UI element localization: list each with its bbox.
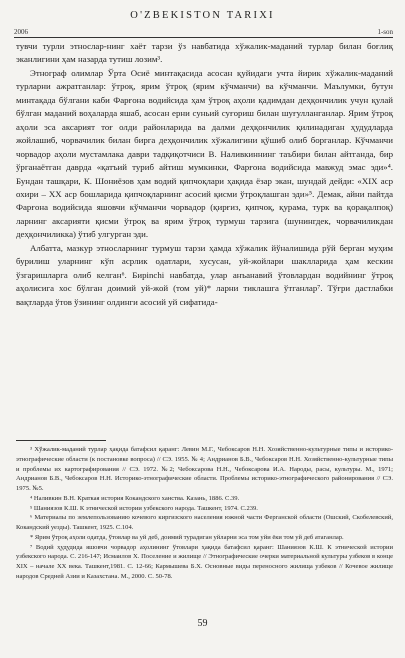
footnote: ⁷ Водий ҳудудида яшовчи чорвадор аҳолининг ўтовлари ҳақида батафсил қаранг: Шаниязов К.Ш. К этнической истории узбекского народа. С. 216-147; Исмаилов Х. Поселение и жилище // Этнографические очерки материальной культуры узбеков в конце XIX – начале XX века. Ташкент,1981. С. 12-66; Кармышева Б.Х. Основные виды переносного жилища узбеков // Кочевое жилище народов Средней Азии и Казахстана. М., 2000. С. 50-78. — [16, 543, 393, 580]
issue-number: 1-son — [377, 28, 393, 36]
issue-year: 2006 — [14, 28, 28, 36]
footnote: ⁴ Наливкин В.Н. Краткая история Кокандского ханства. Казань, 1886. С.39. — [30, 494, 240, 502]
article-body — [16, 40, 393, 309]
header-rule — [14, 37, 393, 38]
body-paragraph: Этнограф олимлар Ўрта Осиё минтақасида асосан қуйидаги учта йирик хўжалик-маданий турларни ажратганлар: ўтроқ, ярим ўтроқ (ярим кўчманчи) ва кўчманчи. Маълумки, бутун минтақада бўлгани каби Фарғона водийсида ҳам ўтроқ аҳоли қадимдан деҳқончилик учун қулай бўлган маданий воҳаларда яшаб, асосан ерни суньий суғориш билан шуғулланганлар. Ярим ўтроқ аҳоли эса аксарият тоғ олди районларида ва далми деҳқончилик қилинадиган ҳудудларда жойлашиб, чорвачилик билан бирга деҳқончилик хўжалигини қўшиб олиб борганлар. Кўчманчи чорвадор аҳоли мустамлака даври тадқиқотчиси В. Наливкиннинг таъбири билан айтганда, бир ўрганаётган даврда «қатъий туриб айтиш мумкинки, Фарғона водийсида мавжуд эмас эди»⁴. Бундан ташқари, К. Шониёзов ҳам водий қипчоқлари ҳақида ёзар экан, шундай дейди: «XIX аср охири – XX аср бошларида қипчоқларнинг асосий қисми ўтроқлашган эди»⁵. Демак, айни пайтда Фарғона водийсида яшовчи кўчманчи чорвадор (қирғиз, қипчоқ, қурама, турк ва қорақалпоқ) ларнинг аксарияти қисми ўтроқ ва ярим ўтроқ турмуш тарзига (шунингдек, чорвачиликдан деҳқончиликка) ўтиб улгурган эди. — [16, 67, 393, 240]
journal-title: O'ZBEKISTON TARIXI — [130, 10, 275, 21]
body-paragraph: тувчи турли этнослар-нинг хаёт тарзи ўз навбатида хўжалик-маданий турлар билан боғлиқ эканлигини ҳам назарда тутиш лозим³. — [16, 41, 393, 65]
footnotes-section — [16, 440, 393, 582]
footnote-separator — [16, 440, 106, 441]
footnote: ⁵ Шаниязов К.Ш. К этнической истории узбекского народа. Ташкент, 1974. С.239. — [30, 504, 258, 512]
footnote: * Ярим ўтроқ аҳоли одатда, ўтовлар ва уй деб, доимий турадиган уйларни эса том уйи ёки том уй деб атаганлар. — [30, 533, 344, 541]
footnote: ³ Хўжалик-маданий турлар ҳақида батафсил қаранг: Левин М.Г., Чебоксаров Н.Н. Хозяйственно-культурные типы и историко-этнографические области (к постановке вопроса) // СЭ. 1955. № 4; Андрианов Б.В., Чебоксаров Н.Н. Хозяйственно-культурные типы и проблемы их картографирования // СЭ. 1972. №2; Чебоксарова Н.Н., Чебоксарова И.А. Народы, расы, культуры. М., 1971; Андрианов Б.В., Чебоксаров Н.Н. Историко-этнографические области. Проблемы историко-этнографического районирования // СЭ. 1975. №5. — [16, 446, 393, 492]
footnote: ⁶ Материалы по землепользованию кочевого киргизского населения южной части Ферганской области (Ошский, Скобелевский, Кокандский уезды). Ташкент, 1925. С.104. — [16, 514, 393, 531]
page-number: 59 — [197, 618, 208, 629]
body-paragraph: Албатта, мазкур этносларнинг турмуш тарзи ҳамда хўжалик йўналишида рўй берган муҳим бурилиш уларнинг кўп асрлик одатлари, хусусан, уй-жойлари шаклларида ҳам кескин ўзгаришларга олиб келган⁶. Бирinchi навбатда, улар анъанавий ўтовлардан водийнинг ўтроқ аҳолисига хос бўлган доимий уй-жой (том уй)* ларни тиклашга ўтганлар⁷. Тўғри дастлабки вақтларда ўтов ўзининг олдинги асосий уй сифатида- — [16, 242, 393, 307]
